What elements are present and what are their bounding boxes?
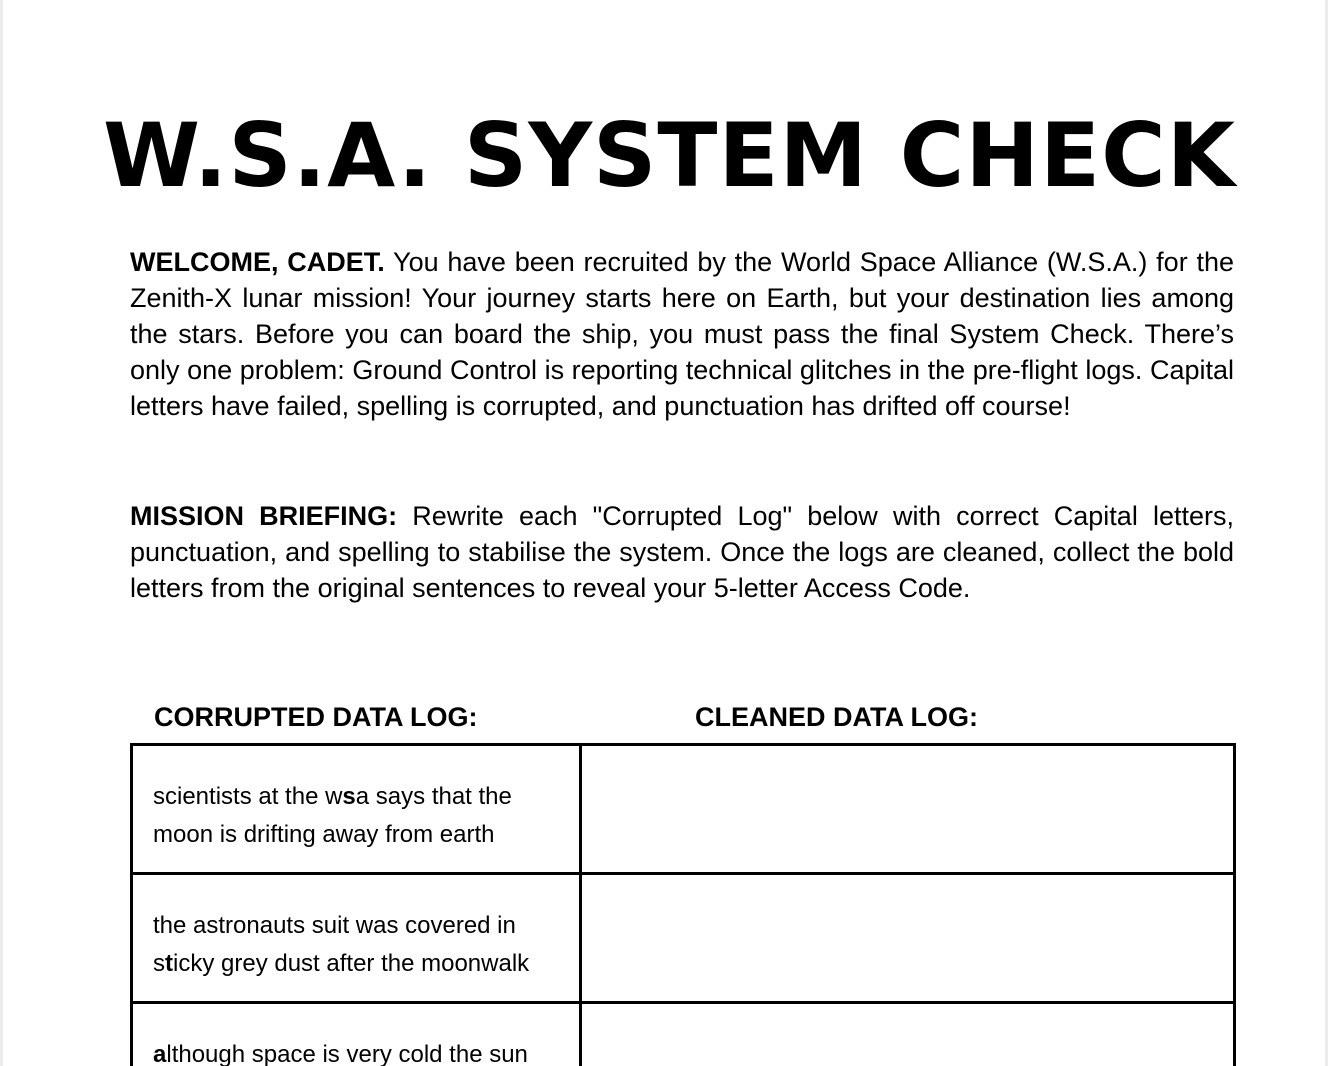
corrupted-log-cell (132, 874, 581, 1003)
welcome-paragraph (130, 244, 1234, 424)
corrupted-log-text (133, 875, 579, 983)
corrupted-log-text (133, 746, 579, 854)
cleaned-log-answer[interactable] (582, 875, 1233, 1001)
cleaned-log-answer[interactable] (582, 746, 1233, 872)
cleaned-log-cell[interactable] (581, 745, 1235, 874)
cleaned-log-header: CLEANED DATA LOG: (695, 702, 978, 732)
log-text-prefix: the astronauts suit was covered in (153, 912, 516, 939)
log-text-before: scientists at the w (153, 783, 343, 810)
table-row (132, 1003, 1235, 1066)
code-letter: s (342, 783, 356, 810)
cleaned-log-answer[interactable] (582, 1004, 1233, 1066)
log-text-after: a says that the moon is drifting away from earth (153, 783, 512, 848)
corrupted-log-header: CORRUPTED DATA LOG: (154, 702, 478, 732)
page-title: W.S.A. SYSTEM CHECK (103, 104, 1236, 207)
log-text-after: lthough space is very cold the sun (166, 1041, 528, 1066)
table-row (132, 874, 1235, 1003)
corrupted-log-cell (132, 1003, 581, 1066)
code-letter: a (153, 1041, 167, 1066)
data-log-table (130, 743, 1236, 1066)
table-row (132, 745, 1235, 874)
briefing-body: Rewrite each "Corrupted Log" below with correct Capital letters, punctuation, and spelling to stabilise the system. Once the logs are cleaned, collect the bold letters from the original sentences to reveal your 5-letter Access Code. (130, 501, 1234, 603)
corrupted-log-text (133, 1004, 579, 1066)
code-letter: t (165, 950, 173, 977)
worksheet-page (3, 0, 1325, 1066)
welcome-body: You have been recruited by the World Space Alliance (W.S.A.) for the Zenith-X lunar mission! Your journey starts here on Earth, but your destination lies among the stars. Before you can board the ship, you must pass the final System Check. There’s only one problem: Ground Control is reporting technical glitches in the pre-flight logs. Capital letters have failed, spelling is corrupted, and punctuation has drifted off course! (130, 247, 1234, 421)
cleaned-log-cell[interactable] (581, 874, 1235, 1003)
briefing-lead: MISSION BRIEFING: (130, 501, 398, 531)
cleaned-log-cell[interactable] (581, 1003, 1235, 1066)
welcome-lead: WELCOME, CADET. (130, 247, 385, 277)
log-text-after: icky grey dust after the moonwalk (173, 950, 530, 977)
mission-briefing-paragraph (130, 498, 1234, 606)
log-text-before: s (153, 950, 165, 977)
corrupted-log-cell (132, 745, 581, 874)
